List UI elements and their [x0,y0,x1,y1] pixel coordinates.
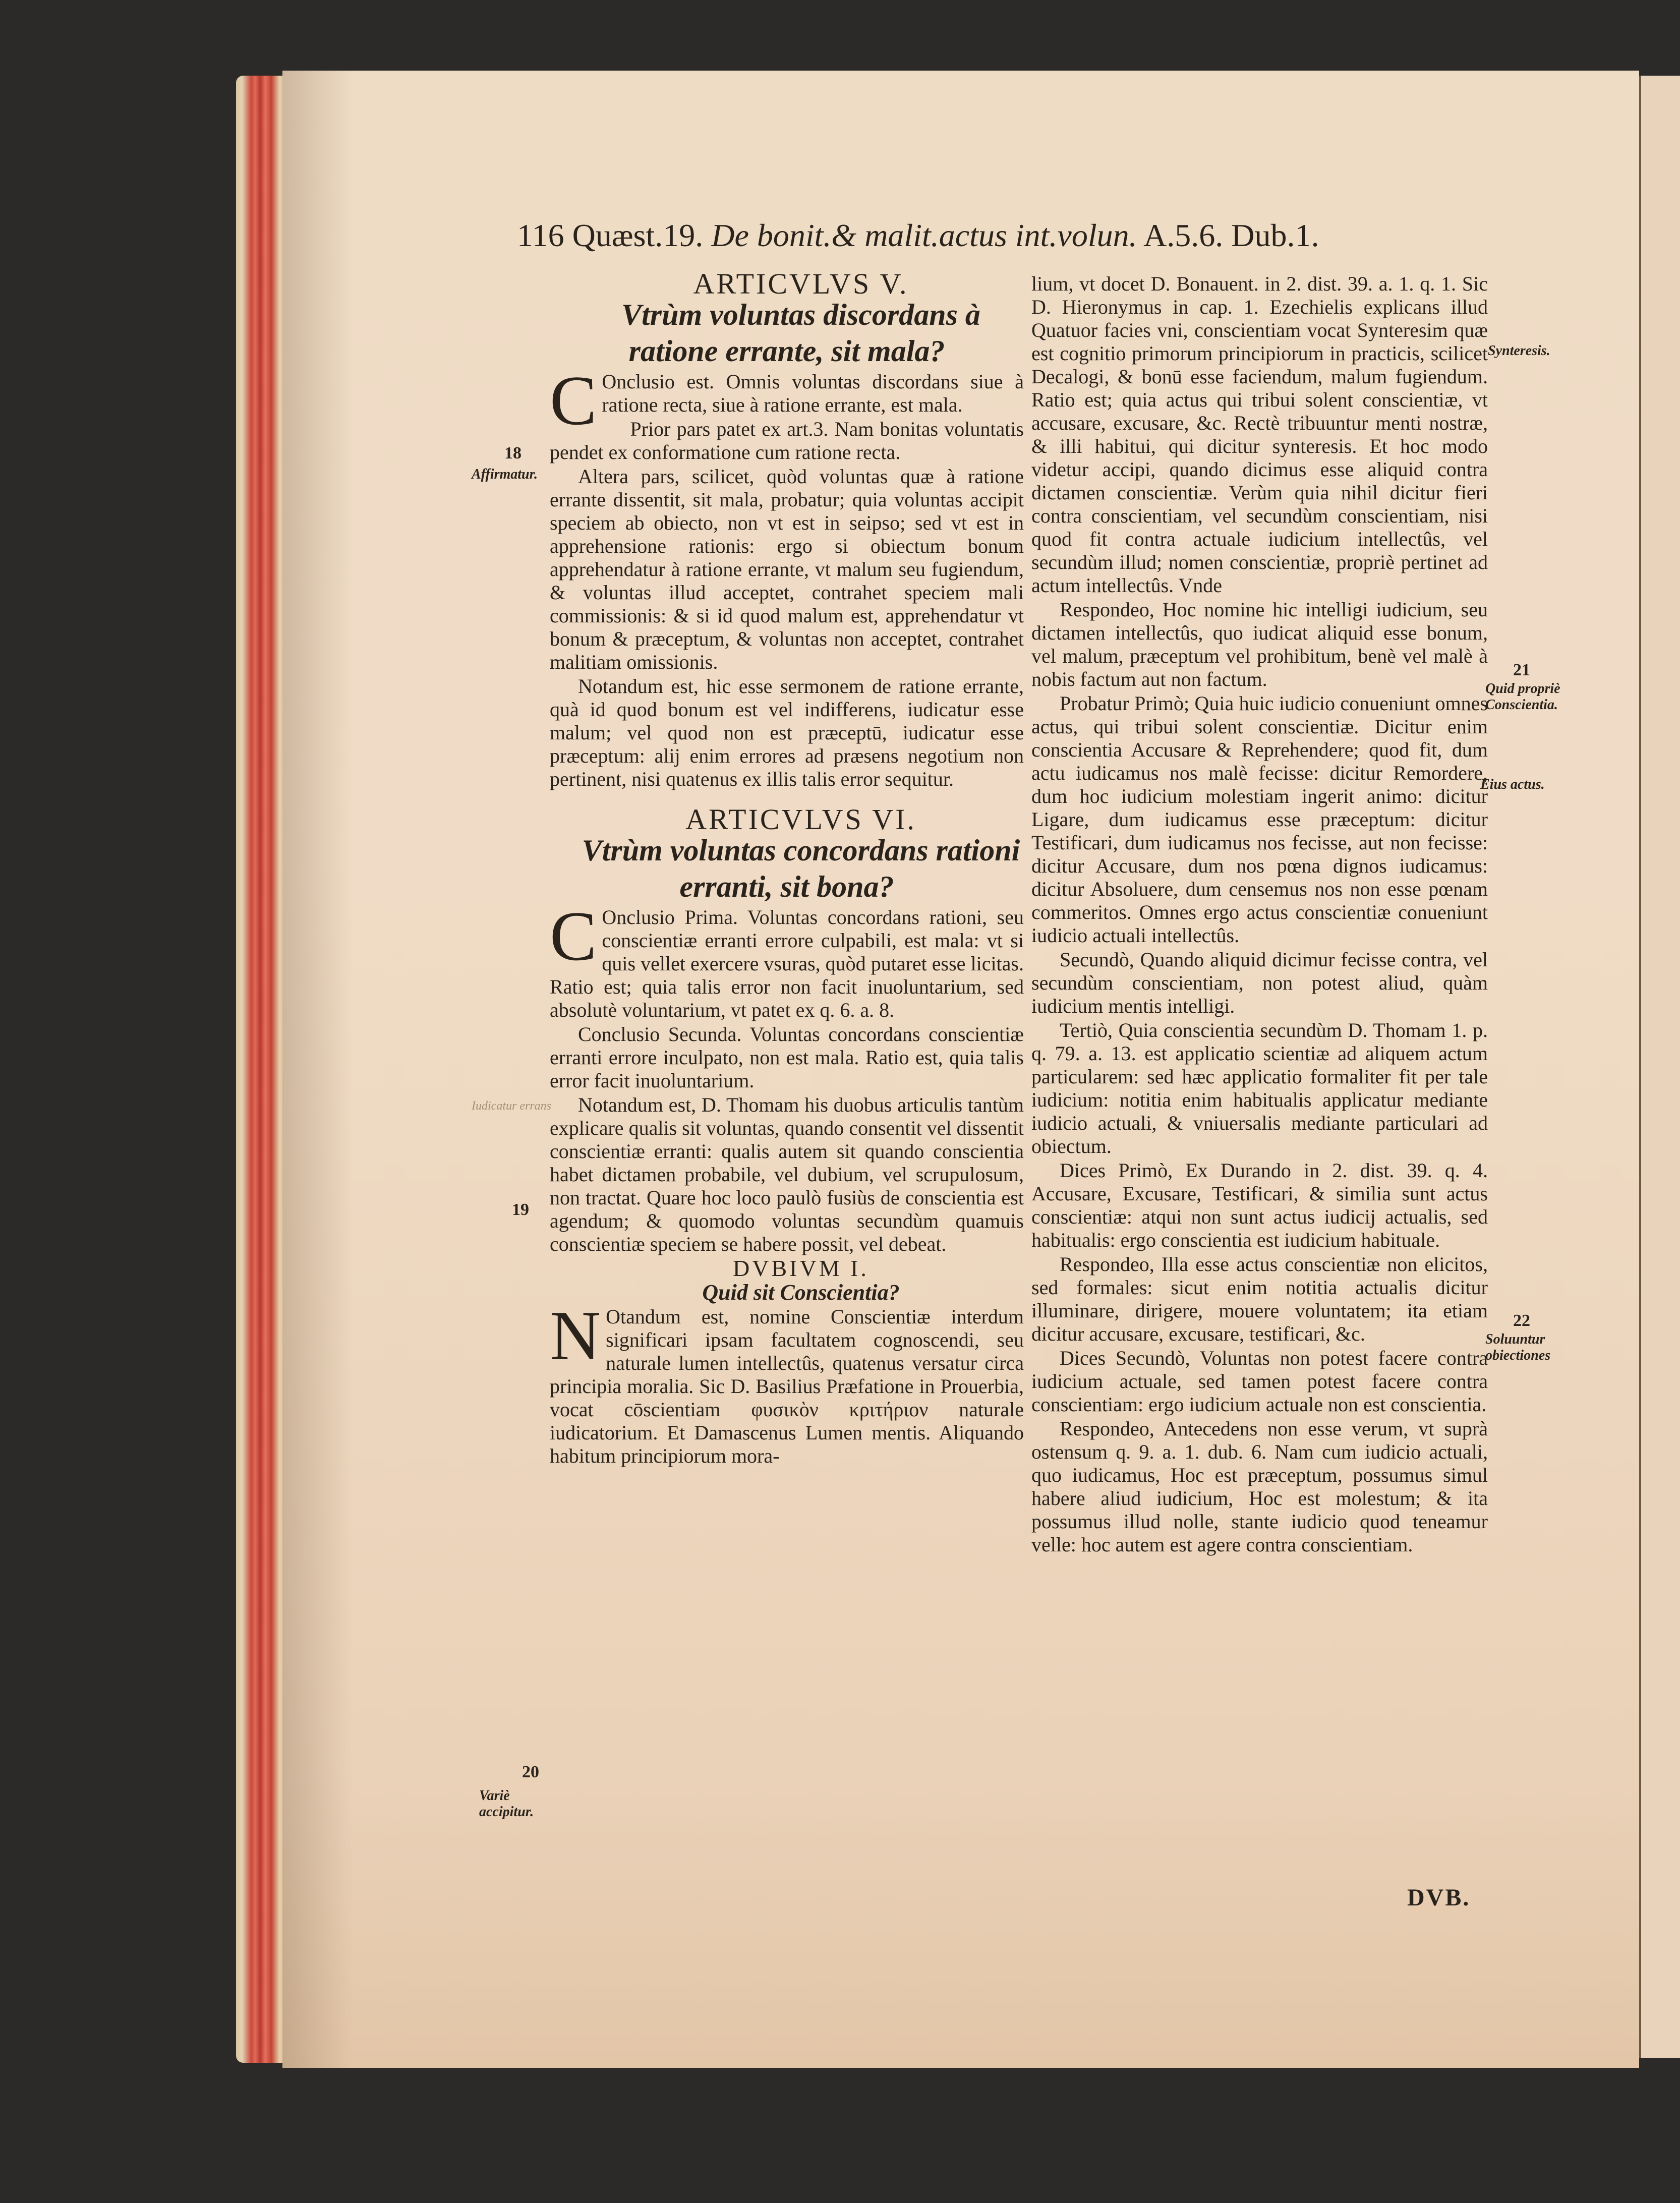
running-head-quaest: Quæst.19. [572,217,704,253]
margin-note: Synteresis. [1488,343,1550,359]
paragraph: N Otandum est, nomine Conscientiæ interdum significari ipsam facultatem cognoscendi, seu naturale lumen intellectûs, quatenus versatur circa principia moralia. Sic D. Basilius Præfatione in Prouerbia, vocat cōscientiam φυσικὸν κριτήριον naturale iudicatorium. Et Damascenus Lumen mentis. Aliquando habitum principiorum mora- [550,1297,1024,1467]
gutter-shadow [282,71,353,2068]
margin-note: Affirmatur. [472,467,538,482]
paragraph: Dices Primò, Ex Durando in 2. dist. 39. q. 4. Accusare, Excusare, Testificari, & similia sunt actus conscientiæ: atqui non sunt actus iudicij actualis, sed habitualis: ergo conscientia est iudicium habituale. [1031,1159,1488,1251]
paragraph: C Onclusio est. Omnis voluntas discordans siue à ratione recta, siue à ratione errante, est mala. [550,362,1024,440]
running-head-title: De bonit.& malit.actus int.volun. [711,217,1137,253]
paragraph: Dices Secundò, Voluntas non potest facere contra iudicium actuale, sed tamen potest facere contra conscientiam: ergo iudicium actuale non est conscientia. [1031,1347,1488,1416]
paragraph: Altera pars, scilicet, quòd voluntas quæ à ratione errante dissentit, sit mala, probatur; quia voluntas accipit speciem ab obiecto, non vt est in seipso; sed vt est in apprehensione rationis: ergo si obiectum bonum apprehendatur à ratione errante, vt malum seu fugiendum, & voluntas illud acceptet, contrahet speciem mali commissionis: & si id quod malum est, apprehendatur vt bonum & præceptum, & voluntas non acceptet, contrahet malitiam omissionis. [550,465,1024,673]
running-head [517,217,1526,254]
paragraph: Tertiò, Quia conscientia secundùm D. Thomam 1. p. q. 79. a. 13. est applicatio scientiæ ad aliquem actum particularem: sed hæc applicatio formaliter fit per tale iudicium: notitia enim habitualis applicatur mediante iudicio actuali, & vniuersalis mediante particulari ad obiectum. [1031,1019,1488,1157]
margin-number: 19 [512,1200,529,1219]
facing-page-edge [1639,76,1680,2058]
article-5-title: ARTICVLVS V. [693,267,909,300]
left-column [550,267,1024,1469]
margin-note: Quid propriè Conscientia. [1485,681,1560,713]
drop-cap: C [550,362,597,440]
paragraph: Prior pars patet ex art.3. Nam bonitas voluntatis pendet ex conformatione cum ratione recta. [550,418,1024,463]
dubium-1-title: DVBIVM I. [733,1255,869,1281]
paragraph: Respondeo, Illa esse actus conscientiæ non elicitos, sed formales: sicut enim notitia actualis dicitur illuminare, dirigere, mouere voluntatem; ita etiam dicitur accusare, excusare, testificari, &c. [1031,1253,1488,1345]
catchword: DVB. [1407,1884,1471,1911]
right-column [1031,272,1488,1557]
article-6-title: ARTICVLVS VI. [685,803,916,836]
paragraph: Respondeo, Hoc nomine hic intelligi iudicium, seu dictamen intellectûs, quo iudicat aliquid esse bonum, vel malum, præceptum vel prohibitum, benè vel malè à nobis factum aut non factum. [1031,598,1488,690]
paragraph: Conclusio Secunda. Voluntas concordans conscientiæ erranti errore inculpato, non est mala. Ratio est, quia talis error facit inuoluntarium. [550,1023,1024,1092]
paragraph: Secundò, Quando aliquid dicimur fecisse contra, vel secundùm conscientiam, non potest aliud, quàm iudicium mentis intelligi. [1031,948,1488,1017]
margin-number: 22 [1513,1311,1530,1330]
paragraph: lium, vt docet D. Bonauent. in 2. dist. 39. a. 1. q. 1. Sic D. Hieronymus in cap. 1. Ezechielis explicans illud Quatuor facies vni, conscientiam vocat Synteresim quæ est cognitio primorum principiorum in practicis, scilicet Decalogi, & bonū esse faciendum, malum fugiendum. Ratio est; quia actus qui tribui solent conscientiæ, vt accusare, excusare, &c. Rectè tribuuntur menti nostræ, & illi habitui, qui dicitur synteresis. Et hoc modo videtur accipi, quando dicimus esse aliquid contra dictamen conscientiæ. Verùm quia nihil dicitur fieri contra conscientiam, vel secundùm conscientiam, nisi quod fit contra actuale iudicium intellectûs, vel secundùm illud; nomen conscientiæ, propriè pertinet ad actum intellectûs. Vnde [1031,272,1488,597]
drop-cap: C [550,897,597,975]
margin-number: 20 [522,1763,539,1781]
article-6-question: Vtrùm voluntas concordans rationi erranti, sit bona? [582,834,1020,903]
margin-note: Eius actus. [1480,777,1545,792]
page-number: 116 [517,217,564,253]
faded-margin-note: Iudicatur errans [472,1099,551,1113]
dubium-1-question: Quid sit Conscientia? [702,1280,900,1305]
book-fore-edge [236,76,286,2063]
article-5-question: Vtrùm voluntas discordans à ratione errante, sit mala? [621,298,980,368]
margin-note: Variè accipitur. [479,1788,534,1820]
paragraph: Probatur Primò; Quia huic iudicio conueniunt omnes actus, qui tribui solent conscientiæ. Dicitur enim conscientia Accusare & Reprehendere; quod fit, dum actu iudicamus nos malè fecisse: dicitur Remordere, dum hoc iudicium molestiam ingerit animo: dicitur Ligare, dum iudicamus esse præceptum: dicitur Testificari, dum iudicamus nos fecisse, aut non fecisse: dicitur Accusare, dum nos pœna dignos iudicamus: dicitur Absoluere, dum censemus nos non esse pœnam commeritos. Omnes ergo actus conscientiæ conueniunt iudicio actuali intellectûs. [1031,692,1488,947]
paragraph: Notandum est, hic esse sermonem de ratione errante, quà id quod bonum est vel indifferens, iudicatur esse malum; vel quod non est præceptū, iudicatur esse præceptum: alij enim errores ad præsens negotium non pertinent, nisi quatenus ex illis talis error sequitur. [550,675,1024,790]
drop-cap: N [550,1297,601,1375]
margin-number: 21 [1513,661,1530,679]
running-head-ref: A.5.6. Dub.1. [1143,217,1319,253]
margin-note: Soluuntur obiectiones [1485,1331,1551,1363]
margin-number: 18 [504,444,522,462]
paragraph: C Onclusio Prima. Voluntas concordans rationi, seu conscientiæ erranti errore culpabili, est mala: vt si quis vellet exercere vsuras, quòd putaret esse licitas. Ratio est; quia talis error non facit inuoluntarium, sed absolutè voluntarium, vt patet ex q. 6. a. 8. [550,897,1024,1021]
paragraph: Respondeo, Antecedens non esse verum, vt suprà ostensum q. 9. a. 1. dub. 6. Nam cum iudicio actuali, quo iudicamus, Hoc est præceptum, possumus simul habere aliud iudicium, Hoc est molestum; & ita possumus illud nolle, stante iudicio quod teneamur velle: hoc autem est agere contra conscientiam. [1031,1417,1488,1556]
paragraph: Notandum est, D. Thomam his duobus articulis tantùm explicare qualis sit voluntas, quando consentit vel dissentit conscientiæ erranti: qualis autem sit quando conscientia habet dictamen probabile, vel dubium, vel scrupulosum, non tractat. Quare hoc loco paulò fusiùs de conscientia est agendum; & quomodo voluntas secundùm quamuis conscientiæ speciem se habere possit, vel debeat. [550,1093,1024,1255]
